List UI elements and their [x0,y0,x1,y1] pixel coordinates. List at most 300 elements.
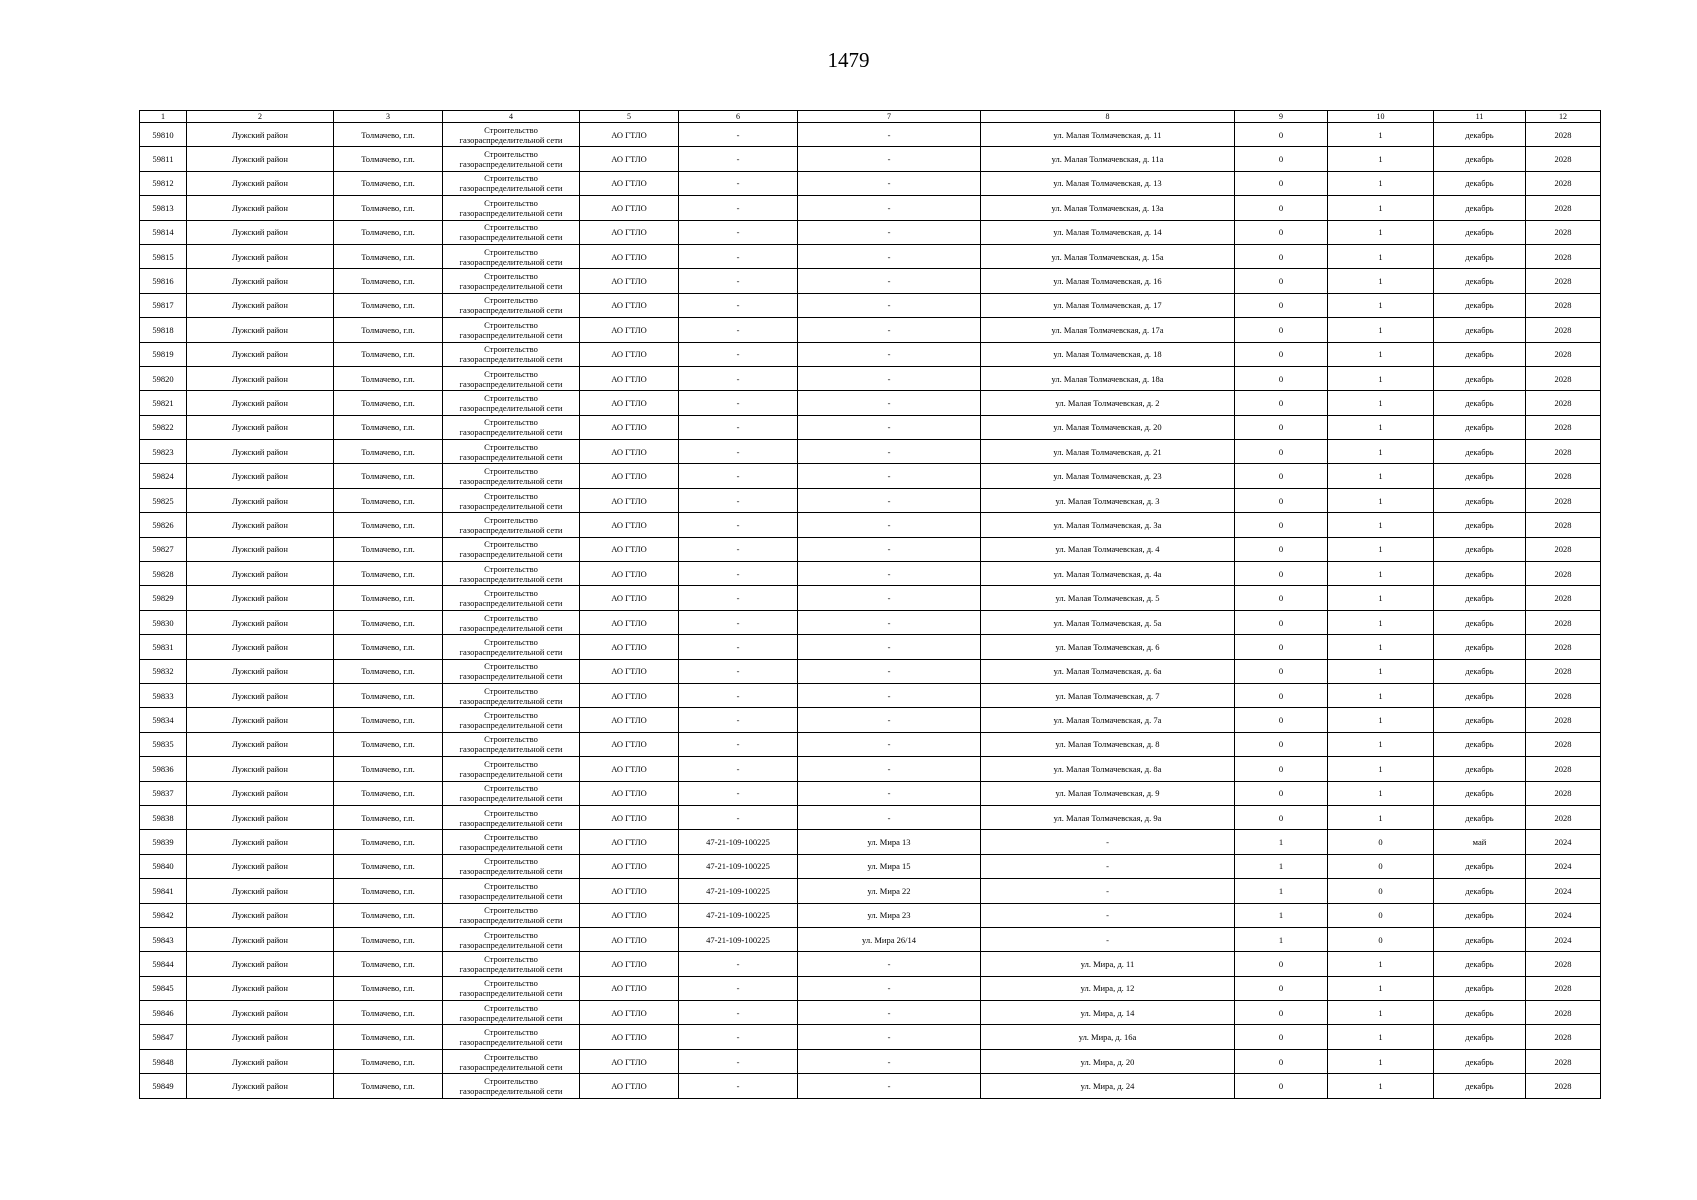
cell-row-id: 59821 [140,391,187,415]
cell-row-id: 59814 [140,220,187,244]
cell-object-code: - [679,318,798,342]
cell-district: Лужский район [187,488,334,512]
cell-address-old: - [798,659,981,683]
cell-settlement: Толмачево, г.п. [334,757,443,781]
cell-value-b: 0 [1328,879,1434,903]
cell-work-type: Строительство газораспределительной сети [443,488,580,512]
cell-month: декабрь [1434,952,1526,976]
table-body [140,123,1601,1099]
cell-work-type: Строительство газораспределительной сети [443,220,580,244]
data-table [139,110,1601,1099]
cell-district: Лужский район [187,391,334,415]
cell-address-old: - [798,610,981,634]
cell-address: - [981,854,1235,878]
cell-work-type: Строительство газораспределительной сети [443,171,580,195]
cell-row-id: 59848 [140,1049,187,1073]
cell-year: 2028 [1526,1049,1601,1073]
cell-address: ул. Мира, д. 20 [981,1049,1235,1073]
table-row [140,659,1601,683]
cell-address: ул. Малая Толмачевская, д. 21 [981,440,1235,464]
cell-organization: АО ГТЛО [580,879,679,903]
cell-work-type: Строительство газораспределительной сети [443,903,580,927]
cell-organization: АО ГТЛО [580,513,679,537]
cell-address: ул. Малая Толмачевская, д. 2 [981,391,1235,415]
table-row [140,366,1601,390]
cell-object-code: - [679,683,798,707]
cell-row-id: 59822 [140,415,187,439]
cell-work-type: Строительство газораспределительной сети [443,415,580,439]
cell-organization: АО ГТЛО [580,391,679,415]
cell-organization: АО ГТЛО [580,1049,679,1073]
cell-month: декабрь [1434,927,1526,951]
table-row [140,683,1601,707]
cell-year: 2028 [1526,147,1601,171]
cell-month: декабрь [1434,659,1526,683]
cell-row-id: 59839 [140,830,187,854]
cell-value-a: 1 [1235,879,1328,903]
cell-work-type: Строительство газораспределительной сети [443,757,580,781]
cell-organization: АО ГТЛО [580,1001,679,1025]
cell-month: декабрь [1434,1025,1526,1049]
cell-value-b: 1 [1328,464,1434,488]
cell-address-old: - [798,708,981,732]
cell-address-old: - [798,293,981,317]
cell-value-b: 1 [1328,708,1434,732]
cell-value-a: 0 [1235,781,1328,805]
cell-month: декабрь [1434,708,1526,732]
cell-settlement: Толмачево, г.п. [334,293,443,317]
cell-row-id: 59835 [140,732,187,756]
cell-value-b: 1 [1328,683,1434,707]
cell-month: декабрь [1434,976,1526,1000]
cell-value-b: 1 [1328,952,1434,976]
cell-district: Лужский район [187,757,334,781]
cell-month: декабрь [1434,318,1526,342]
table-row [140,805,1601,829]
cell-address-old: - [798,757,981,781]
cell-district: Лужский район [187,1074,334,1098]
cell-value-a: 0 [1235,659,1328,683]
cell-address: ул. Малая Толмачевская, д. 15а [981,244,1235,268]
column-header: 6 [679,111,798,123]
cell-value-b: 1 [1328,196,1434,220]
cell-district: Лужский район [187,123,334,147]
cell-object-code: - [679,1001,798,1025]
cell-settlement: Толмачево, г.п. [334,440,443,464]
cell-address-old: - [798,415,981,439]
cell-address: ул. Мира, д. 11 [981,952,1235,976]
cell-work-type: Строительство газораспределительной сети [443,342,580,366]
cell-year: 2028 [1526,293,1601,317]
cell-district: Лужский район [187,196,334,220]
cell-district: Лужский район [187,269,334,293]
cell-organization: АО ГТЛО [580,952,679,976]
cell-year: 2024 [1526,854,1601,878]
table-row [140,1049,1601,1073]
cell-value-a: 0 [1235,293,1328,317]
column-header: 5 [580,111,679,123]
cell-value-a: 0 [1235,123,1328,147]
cell-address: ул. Мира, д. 24 [981,1074,1235,1098]
cell-row-id: 59823 [140,440,187,464]
cell-settlement: Толмачево, г.п. [334,147,443,171]
cell-value-b: 1 [1328,244,1434,268]
cell-settlement: Толмачево, г.п. [334,854,443,878]
cell-district: Лужский район [187,171,334,195]
cell-address-old: - [798,805,981,829]
table-row [140,318,1601,342]
cell-address-old: - [798,318,981,342]
cell-object-code: - [679,513,798,537]
cell-district: Лужский район [187,147,334,171]
cell-settlement: Толмачево, г.п. [334,1049,443,1073]
cell-settlement: Толмачево, г.п. [334,513,443,537]
cell-object-code: - [679,196,798,220]
cell-object-code: - [679,1049,798,1073]
cell-settlement: Толмачево, г.п. [334,1074,443,1098]
cell-address: ул. Малая Толмачевская, д. 18 [981,342,1235,366]
cell-address-old: - [798,366,981,390]
cell-object-code: - [679,391,798,415]
cell-month: декабрь [1434,464,1526,488]
cell-address: ул. Малая Толмачевская, д. 7 [981,683,1235,707]
cell-year: 2028 [1526,440,1601,464]
cell-month: декабрь [1434,244,1526,268]
cell-value-b: 1 [1328,171,1434,195]
cell-value-b: 1 [1328,269,1434,293]
cell-value-b: 1 [1328,1074,1434,1098]
cell-month: май [1434,830,1526,854]
cell-row-id: 59849 [140,1074,187,1098]
table-row [140,1001,1601,1025]
column-header: 12 [1526,111,1601,123]
cell-object-code: - [679,440,798,464]
table-row [140,342,1601,366]
cell-year: 2028 [1526,781,1601,805]
cell-work-type: Строительство газораспределительной сети [443,927,580,951]
cell-year: 2028 [1526,244,1601,268]
cell-address-old: - [798,952,981,976]
cell-object-code: - [679,220,798,244]
cell-work-type: Строительство газораспределительной сети [443,610,580,634]
cell-work-type: Строительство газораспределительной сети [443,147,580,171]
cell-organization: АО ГТЛО [580,903,679,927]
cell-month: декабрь [1434,732,1526,756]
cell-work-type: Строительство газораспределительной сети [443,123,580,147]
cell-month: декабрь [1434,513,1526,537]
cell-row-id: 59845 [140,976,187,1000]
cell-district: Лужский район [187,537,334,561]
cell-value-a: 0 [1235,513,1328,537]
cell-address-old: ул. Мира 13 [798,830,981,854]
cell-object-code: 47-21-109-100225 [679,903,798,927]
cell-address-old: - [798,464,981,488]
cell-organization: АО ГТЛО [580,927,679,951]
cell-work-type: Строительство газораспределительной сети [443,562,580,586]
cell-value-b: 1 [1328,1025,1434,1049]
cell-value-a: 0 [1235,708,1328,732]
cell-organization: АО ГТЛО [580,659,679,683]
cell-object-code: - [679,342,798,366]
cell-month: декабрь [1434,293,1526,317]
cell-address-old: - [798,440,981,464]
cell-work-type: Строительство газораспределительной сети [443,830,580,854]
cell-row-id: 59841 [140,879,187,903]
table-row [140,147,1601,171]
cell-address: ул. Малая Толмачевская, д. 5а [981,610,1235,634]
cell-value-b: 1 [1328,732,1434,756]
cell-organization: АО ГТЛО [580,147,679,171]
cell-row-id: 59827 [140,537,187,561]
cell-district: Лужский район [187,659,334,683]
cell-address: ул. Малая Толмачевская, д. 17а [981,318,1235,342]
cell-month: декабрь [1434,805,1526,829]
cell-row-id: 59836 [140,757,187,781]
cell-row-id: 59828 [140,562,187,586]
cell-year: 2028 [1526,757,1601,781]
cell-organization: АО ГТЛО [580,830,679,854]
table-row [140,1025,1601,1049]
cell-settlement: Толмачево, г.п. [334,805,443,829]
cell-address-old: - [798,1001,981,1025]
cell-month: декабрь [1434,171,1526,195]
cell-organization: АО ГТЛО [580,683,679,707]
cell-settlement: Толмачево, г.п. [334,171,443,195]
table-row [140,464,1601,488]
cell-district: Лужский район [187,342,334,366]
cell-year: 2028 [1526,732,1601,756]
cell-settlement: Толмачево, г.п. [334,1001,443,1025]
cell-row-id: 59824 [140,464,187,488]
cell-district: Лужский район [187,1025,334,1049]
cell-value-a: 0 [1235,537,1328,561]
cell-month: декабрь [1434,366,1526,390]
cell-value-a: 0 [1235,610,1328,634]
cell-value-a: 0 [1235,732,1328,756]
cell-object-code: - [679,952,798,976]
cell-address: ул. Малая Толмачевская, д. 8а [981,757,1235,781]
cell-month: декабрь [1434,757,1526,781]
cell-object-code: - [679,659,798,683]
cell-address-old: - [798,976,981,1000]
table-row [140,927,1601,951]
cell-work-type: Строительство газораспределительной сети [443,464,580,488]
cell-row-id: 59816 [140,269,187,293]
cell-value-a: 1 [1235,927,1328,951]
cell-value-a: 0 [1235,171,1328,195]
cell-row-id: 59811 [140,147,187,171]
cell-object-code: - [679,805,798,829]
table-row [140,952,1601,976]
cell-month: декабрь [1434,879,1526,903]
cell-settlement: Толмачево, г.п. [334,683,443,707]
cell-address: ул. Малая Толмачевская, д. 23 [981,464,1235,488]
cell-object-code: - [679,1074,798,1098]
cell-address: ул. Мира, д. 16а [981,1025,1235,1049]
cell-value-a: 0 [1235,464,1328,488]
cell-value-b: 1 [1328,635,1434,659]
cell-address-old: ул. Мира 26/14 [798,927,981,951]
cell-district: Лужский район [187,366,334,390]
cell-work-type: Строительство газораспределительной сети [443,586,580,610]
cell-settlement: Толмачево, г.п. [334,732,443,756]
cell-organization: АО ГТЛО [580,123,679,147]
cell-year: 2028 [1526,123,1601,147]
cell-month: декабрь [1434,440,1526,464]
cell-address: ул. Малая Толмачевская, д. 5 [981,586,1235,610]
cell-district: Лужский район [187,244,334,268]
cell-settlement: Толмачево, г.п. [334,562,443,586]
cell-address: ул. Малая Толмачевская, д. 8 [981,732,1235,756]
table-row [140,488,1601,512]
cell-district: Лужский район [187,683,334,707]
cell-settlement: Толмачево, г.п. [334,464,443,488]
cell-row-id: 59834 [140,708,187,732]
cell-value-b: 1 [1328,562,1434,586]
cell-year: 2028 [1526,683,1601,707]
cell-object-code: - [679,171,798,195]
cell-settlement: Толмачево, г.п. [334,659,443,683]
cell-organization: АО ГТЛО [580,537,679,561]
cell-address-old: - [798,683,981,707]
cell-settlement: Толмачево, г.п. [334,220,443,244]
cell-district: Лужский район [187,927,334,951]
cell-value-a: 1 [1235,830,1328,854]
cell-settlement: Толмачево, г.п. [334,391,443,415]
cell-work-type: Строительство газораспределительной сети [443,513,580,537]
cell-organization: АО ГТЛО [580,1025,679,1049]
cell-work-type: Строительство газораспределительной сети [443,1049,580,1073]
cell-work-type: Строительство газораспределительной сети [443,854,580,878]
cell-object-code: - [679,562,798,586]
cell-address-old: - [798,244,981,268]
cell-object-code: - [679,464,798,488]
cell-organization: АО ГТЛО [580,244,679,268]
cell-year: 2028 [1526,805,1601,829]
cell-month: декабрь [1434,269,1526,293]
cell-settlement: Толмачево, г.п. [334,976,443,1000]
cell-object-code: 47-21-109-100225 [679,854,798,878]
cell-row-id: 59812 [140,171,187,195]
cell-row-id: 59847 [140,1025,187,1049]
cell-organization: АО ГТЛО [580,366,679,390]
cell-year: 2028 [1526,659,1601,683]
cell-object-code: - [679,293,798,317]
cell-work-type: Строительство газораспределительной сети [443,732,580,756]
cell-value-a: 0 [1235,805,1328,829]
cell-work-type: Строительство газораспределительной сети [443,269,580,293]
table-row [140,854,1601,878]
cell-organization: АО ГТЛО [580,586,679,610]
cell-settlement: Толмачево, г.п. [334,781,443,805]
cell-address-old: - [798,1074,981,1098]
cell-year: 2028 [1526,269,1601,293]
cell-work-type: Строительство газораспределительной сети [443,659,580,683]
cell-address-old: - [798,586,981,610]
cell-value-a: 0 [1235,366,1328,390]
cell-month: декабрь [1434,586,1526,610]
cell-settlement: Толмачево, г.п. [334,903,443,927]
cell-organization: АО ГТЛО [580,1074,679,1098]
cell-value-b: 1 [1328,147,1434,171]
cell-organization: АО ГТЛО [580,854,679,878]
cell-row-id: 59817 [140,293,187,317]
cell-address: ул. Малая Толмачевская, д. 4 [981,537,1235,561]
cell-month: декабрь [1434,781,1526,805]
cell-address: - [981,879,1235,903]
cell-address: ул. Малая Толмачевская, д. 13 [981,171,1235,195]
cell-district: Лужский район [187,464,334,488]
cell-organization: АО ГТЛО [580,342,679,366]
cell-district: Лужский район [187,952,334,976]
cell-row-id: 59830 [140,610,187,634]
cell-row-id: 59846 [140,1001,187,1025]
cell-district: Лужский район [187,879,334,903]
cell-year: 2028 [1526,342,1601,366]
cell-work-type: Строительство газораспределительной сети [443,805,580,829]
cell-object-code: - [679,488,798,512]
cell-object-code: - [679,244,798,268]
cell-address: ул. Малая Толмачевская, д. 9а [981,805,1235,829]
cell-row-id: 59842 [140,903,187,927]
table-row [140,391,1601,415]
cell-settlement: Толмачево, г.п. [334,366,443,390]
cell-year: 2028 [1526,415,1601,439]
cell-year: 2028 [1526,1025,1601,1049]
column-header: 3 [334,111,443,123]
cell-year: 2028 [1526,586,1601,610]
cell-district: Лужский район [187,220,334,244]
cell-address: ул. Малая Толмачевская, д. 9 [981,781,1235,805]
cell-month: декабрь [1434,488,1526,512]
cell-district: Лужский район [187,293,334,317]
column-header: 8 [981,111,1235,123]
cell-district: Лужский район [187,415,334,439]
table-row [140,586,1601,610]
cell-value-b: 0 [1328,830,1434,854]
cell-address-old: - [798,171,981,195]
cell-row-id: 59831 [140,635,187,659]
cell-organization: АО ГТЛО [580,464,679,488]
cell-address: ул. Малая Толмачевская, д. 11а [981,147,1235,171]
cell-year: 2028 [1526,171,1601,195]
cell-year: 2028 [1526,220,1601,244]
cell-year: 2028 [1526,513,1601,537]
cell-work-type: Строительство газораспределительной сети [443,976,580,1000]
cell-address: - [981,830,1235,854]
cell-row-id: 59826 [140,513,187,537]
cell-address: ул. Малая Толмачевская, д. 11 [981,123,1235,147]
cell-value-a: 0 [1235,562,1328,586]
cell-address-old: - [798,196,981,220]
table-row [140,269,1601,293]
cell-work-type: Строительство газораспределительной сети [443,683,580,707]
cell-month: декабрь [1434,1001,1526,1025]
cell-row-id: 59838 [140,805,187,829]
cell-work-type: Строительство газораспределительной сети [443,537,580,561]
cell-settlement: Толмачево, г.п. [334,318,443,342]
cell-year: 2028 [1526,635,1601,659]
table-row [140,830,1601,854]
cell-organization: АО ГТЛО [580,732,679,756]
cell-value-b: 1 [1328,1001,1434,1025]
cell-value-b: 1 [1328,976,1434,1000]
cell-organization: АО ГТЛО [580,293,679,317]
cell-year: 2028 [1526,1001,1601,1025]
cell-settlement: Толмачево, г.п. [334,635,443,659]
cell-address-old: - [798,635,981,659]
cell-organization: АО ГТЛО [580,610,679,634]
